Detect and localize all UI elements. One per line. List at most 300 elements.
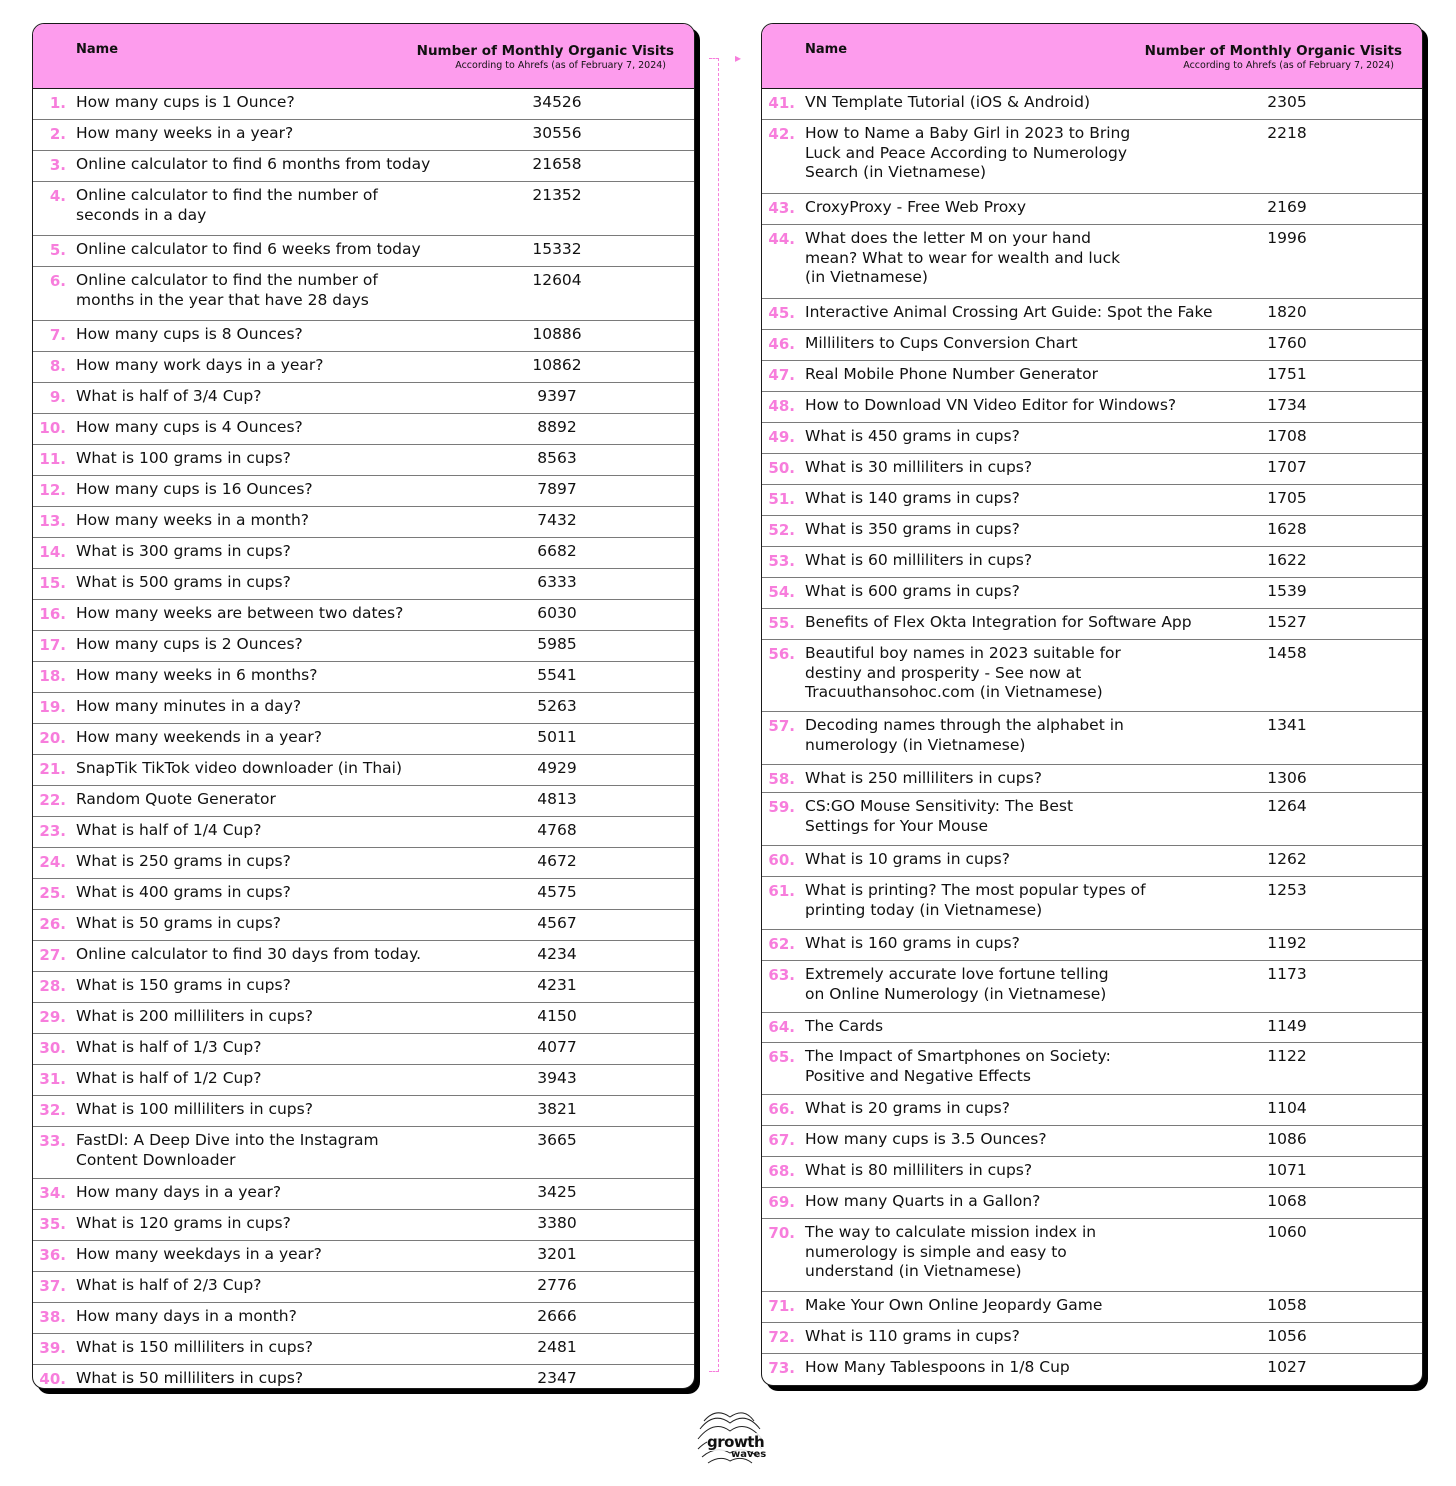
row-rank: 36. — [39, 1246, 66, 1264]
table-row — [762, 89, 1422, 120]
table-row — [762, 1157, 1422, 1188]
row-visits: 3665 — [537, 1131, 577, 1149]
row-rank: 34. — [39, 1184, 66, 1202]
row-name: What is 110 grams in cups? — [805, 1327, 1020, 1345]
row-rank: 33. — [39, 1132, 66, 1150]
table-row — [33, 817, 694, 848]
row-rank: 57. — [768, 717, 795, 735]
row-visits: 8892 — [537, 418, 577, 436]
row-name: Real Mobile Phone Number Generator — [805, 365, 1098, 383]
table-row — [33, 786, 694, 817]
row-visits: 6030 — [537, 604, 577, 622]
row-visits: 2218 — [1267, 124, 1307, 142]
row-visits: 2481 — [537, 1338, 577, 1356]
column-header-visits-source: According to Ahrefs (as of February 7, 2024) — [455, 60, 666, 71]
row-visits: 4150 — [537, 1007, 577, 1025]
column-header-visits — [1145, 43, 1402, 71]
row-name: CroxyProxy - Free Web Proxy — [805, 198, 1027, 216]
row-name: Beautiful boy names in 2023 suitable for destiny and prosperity - See now at Tracuuthansohoc.com (in Vietnamese) — [805, 644, 1121, 701]
row-visits: 1264 — [1267, 797, 1307, 815]
table-row — [33, 267, 694, 321]
row-name: How many cups is 3.5 Ounces? — [805, 1130, 1047, 1148]
row-rank: 67. — [768, 1131, 795, 1149]
row-visits: 5541 — [537, 666, 577, 684]
table-row — [762, 361, 1422, 392]
table-row — [33, 693, 694, 724]
table-row — [33, 236, 694, 267]
row-rank: 24. — [39, 853, 66, 871]
table-row — [762, 454, 1422, 485]
row-name: What is half of 1/2 Cup? — [76, 1069, 262, 1087]
table-row — [762, 793, 1422, 846]
row-rank: 65. — [768, 1048, 795, 1066]
row-rank: 55. — [768, 614, 795, 632]
row-rank: 72. — [768, 1328, 795, 1346]
continuation-arrow-icon: ▸ — [735, 51, 742, 65]
table-row — [762, 1188, 1422, 1219]
row-visits: 2169 — [1267, 198, 1307, 216]
row-visits: 5011 — [537, 728, 577, 746]
table-row — [33, 1365, 694, 1389]
row-rank: 10. — [39, 419, 66, 437]
row-visits: 1734 — [1267, 396, 1307, 414]
row-name: What is 300 grams in cups? — [76, 542, 291, 560]
table-row — [33, 352, 694, 383]
row-rank: 56. — [768, 645, 795, 663]
column-header-visits — [417, 43, 674, 71]
table-row — [762, 1043, 1422, 1095]
row-name: What is 250 milliliters in cups? — [805, 769, 1042, 787]
row-rank: 12. — [39, 481, 66, 499]
table-right — [761, 23, 1423, 1386]
row-name: What is 140 grams in cups? — [805, 489, 1020, 507]
row-name: Interactive Animal Crossing Art Guide: Spot the Fake — [805, 303, 1213, 321]
row-rank: 13. — [39, 512, 66, 530]
row-visits: 1173 — [1267, 965, 1307, 983]
row-rank: 17. — [39, 636, 66, 654]
row-visits: 1122 — [1267, 1047, 1307, 1065]
row-visits: 4929 — [537, 759, 577, 777]
row-rank: 22. — [39, 791, 66, 809]
table-row — [762, 392, 1422, 423]
row-name: CS:GO Mouse Sensitivity: The Best Settings for Your Mouse — [805, 797, 1074, 835]
row-rank: 58. — [768, 770, 795, 788]
row-visits: 8563 — [537, 449, 577, 467]
row-name: Online calculator to find the number of seconds in a day — [76, 186, 378, 224]
growth-waves-logo — [684, 1405, 776, 1467]
table-row — [762, 299, 1422, 330]
row-visits: 1086 — [1267, 1130, 1307, 1148]
row-rank: 41. — [768, 94, 795, 112]
row-rank: 44. — [768, 230, 795, 248]
table-row — [762, 516, 1422, 547]
row-visits: 1705 — [1267, 489, 1307, 507]
row-rank: 20. — [39, 729, 66, 747]
table-left — [32, 23, 695, 1389]
row-name: What is 160 grams in cups? — [805, 934, 1020, 952]
table-row — [33, 182, 694, 236]
table-row — [762, 1013, 1422, 1043]
row-rank: 54. — [768, 583, 795, 601]
row-name: How many cups is 4 Ounces? — [76, 418, 303, 436]
column-header-visits-source: According to Ahrefs (as of February 7, 2024) — [1183, 60, 1394, 71]
row-name: How many days in a month? — [76, 1307, 297, 1325]
row-rank: 73. — [768, 1359, 795, 1377]
row-rank: 31. — [39, 1070, 66, 1088]
table-row — [33, 724, 694, 755]
row-name: How many cups is 8 Ounces? — [76, 325, 303, 343]
row-rank: 35. — [39, 1215, 66, 1233]
row-name: How many weeks in a month? — [76, 511, 310, 529]
row-visits: 3201 — [537, 1245, 577, 1263]
row-visits: 1628 — [1267, 520, 1307, 538]
row-name: The Cards — [805, 1017, 884, 1035]
table-row — [762, 1219, 1422, 1292]
row-name: What is 500 grams in cups? — [76, 573, 291, 591]
logo-text-waves: waves — [731, 1449, 767, 1460]
table-row — [33, 414, 694, 445]
row-visits: 9397 — [537, 387, 577, 405]
row-name: What does the letter M on your hand mean? What to wear for wealth and luck (in Vietnamese) — [805, 229, 1121, 286]
table-row — [762, 765, 1422, 793]
row-name: VN Template Tutorial (iOS & Android) — [805, 93, 1090, 111]
row-rank: 51. — [768, 490, 795, 508]
row-rank: 16. — [39, 605, 66, 623]
row-name: What is 120 grams in cups? — [76, 1214, 291, 1232]
row-rank: 19. — [39, 698, 66, 716]
table-row — [762, 225, 1422, 299]
row-name: How Many Tablespoons in 1/8 Cup — [805, 1358, 1070, 1376]
table-row — [33, 1096, 694, 1127]
row-visits: 6682 — [537, 542, 577, 560]
table-row — [33, 321, 694, 352]
row-rank: 3. — [49, 156, 66, 174]
row-visits: 1058 — [1267, 1296, 1307, 1314]
row-visits: 1708 — [1267, 427, 1307, 445]
row-name: How many weeks in 6 months? — [76, 666, 318, 684]
row-rank: 40. — [39, 1370, 66, 1388]
column-header-name: Name — [805, 42, 848, 57]
table-row — [33, 941, 694, 972]
table-row — [33, 1334, 694, 1365]
row-rank: 28. — [39, 977, 66, 995]
row-name: What is 100 milliliters in cups? — [76, 1100, 313, 1118]
row-rank: 29. — [39, 1008, 66, 1026]
row-rank: 18. — [39, 667, 66, 685]
row-name: How many days in a year? — [76, 1183, 282, 1201]
row-name: What is 10 grams in cups? — [805, 850, 1010, 868]
row-name: SnapTik TikTok video downloader (in Thai) — [76, 759, 402, 777]
row-rank: 43. — [768, 199, 795, 217]
row-name: Online calculator to find the number of months in the year that have 28 days — [76, 271, 378, 309]
row-name: Online calculator to find 6 months from today — [76, 155, 431, 173]
table-row — [762, 877, 1422, 930]
row-visits: 7432 — [537, 511, 577, 529]
row-name: How many cups is 1 Ounce? — [76, 93, 295, 111]
table-row — [33, 151, 694, 182]
row-name: What is 80 milliliters in cups? — [805, 1161, 1033, 1179]
row-name: What is 150 milliliters in cups? — [76, 1338, 313, 1356]
row-name: What is 60 milliliters in cups? — [805, 551, 1033, 569]
row-rank: 11. — [39, 450, 66, 468]
row-rank: 60. — [768, 851, 795, 869]
row-rank: 46. — [768, 335, 795, 353]
row-name: Random Quote Generator — [76, 790, 276, 808]
table-header — [762, 24, 1422, 89]
table-row — [762, 846, 1422, 877]
table-row — [33, 383, 694, 414]
row-visits: 1751 — [1267, 365, 1307, 383]
table-body — [762, 89, 1422, 1385]
row-visits: 10886 — [532, 325, 582, 343]
row-name: What is printing? The most popular types of printing today (in Vietnamese) — [805, 881, 1146, 919]
table-row — [762, 1354, 1422, 1385]
row-rank: 27. — [39, 946, 66, 964]
row-name: How many Quarts in a Gallon? — [805, 1192, 1041, 1210]
table-row — [33, 755, 694, 786]
row-visits: 1622 — [1267, 551, 1307, 569]
row-visits: 4672 — [537, 852, 577, 870]
table-row — [33, 1003, 694, 1034]
row-rank: 37. — [39, 1277, 66, 1295]
table-row — [762, 120, 1422, 194]
row-rank: 7. — [49, 326, 66, 344]
row-rank: 9. — [49, 388, 66, 406]
row-visits: 1996 — [1267, 229, 1307, 247]
row-rank: 63. — [768, 966, 795, 984]
row-name: What is 600 grams in cups? — [805, 582, 1020, 600]
row-visits: 1060 — [1267, 1223, 1307, 1241]
row-visits: 1104 — [1267, 1099, 1307, 1117]
row-name: How to Name a Baby Girl in 2023 to Bring Luck and Peace According to Numerology Search (in Vietnamese) — [805, 124, 1131, 181]
continuation-connector — [709, 58, 719, 1372]
row-rank: 14. — [39, 543, 66, 561]
table-header — [33, 24, 694, 89]
table-body — [33, 89, 694, 1389]
table-row — [33, 631, 694, 662]
row-name: What is half of 3/4 Cup? — [76, 387, 262, 405]
row-visits: 4575 — [537, 883, 577, 901]
table-row — [33, 879, 694, 910]
row-visits: 1820 — [1267, 303, 1307, 321]
row-name: Online calculator to find 30 days from today. — [76, 945, 422, 963]
table-row — [762, 1292, 1422, 1323]
table-row — [33, 538, 694, 569]
row-rank: 66. — [768, 1100, 795, 1118]
row-visits: 3380 — [537, 1214, 577, 1232]
table-row — [33, 1065, 694, 1096]
row-name: The way to calculate mission index in numerology is simple and easy to understand (in Vietnamese) — [805, 1223, 1097, 1280]
table-row — [33, 120, 694, 151]
row-name: What is 20 grams in cups? — [805, 1099, 1010, 1117]
table-row — [762, 1126, 1422, 1157]
row-name: FastDl: A Deep Dive into the Instagram Content Downloader — [76, 1131, 379, 1169]
row-rank: 69. — [768, 1193, 795, 1211]
table-row — [33, 910, 694, 941]
row-name: Decoding names through the alphabet in numerology (in Vietnamese) — [805, 716, 1124, 754]
table-row — [33, 972, 694, 1003]
row-rank: 48. — [768, 397, 795, 415]
row-rank: 47. — [768, 366, 795, 384]
row-rank: 21. — [39, 760, 66, 778]
table-row — [762, 712, 1422, 765]
row-rank: 68. — [768, 1162, 795, 1180]
table-row — [762, 930, 1422, 961]
row-rank: 8. — [49, 357, 66, 375]
table-row — [762, 547, 1422, 578]
row-name: What is half of 1/3 Cup? — [76, 1038, 262, 1056]
row-visits: 6333 — [537, 573, 577, 591]
row-visits: 15332 — [532, 240, 582, 258]
column-header-name: Name — [76, 42, 119, 57]
row-name: What is half of 1/4 Cup? — [76, 821, 262, 839]
row-visits: 4234 — [537, 945, 577, 963]
row-visits: 1068 — [1267, 1192, 1307, 1210]
table-row — [33, 1241, 694, 1272]
row-visits: 2347 — [537, 1369, 577, 1387]
row-rank: 61. — [768, 882, 795, 900]
row-visits: 12604 — [532, 271, 582, 289]
row-visits: 10862 — [532, 356, 582, 374]
row-visits: 5985 — [537, 635, 577, 653]
row-rank: 39. — [39, 1339, 66, 1357]
row-visits: 1341 — [1267, 716, 1307, 734]
row-visits: 21352 — [532, 186, 582, 204]
table-row — [33, 445, 694, 476]
row-visits: 4077 — [537, 1038, 577, 1056]
row-visits: 1262 — [1267, 850, 1307, 868]
row-visits: 2305 — [1267, 93, 1307, 111]
table-row — [762, 1095, 1422, 1126]
table-row — [33, 89, 694, 120]
row-name: How many work days in a year? — [76, 356, 324, 374]
table-row — [762, 423, 1422, 454]
table-row — [762, 485, 1422, 516]
row-visits: 7897 — [537, 480, 577, 498]
row-rank: 2. — [49, 125, 66, 143]
row-name: How many weeks are between two dates? — [76, 604, 404, 622]
row-visits: 1527 — [1267, 613, 1307, 631]
row-name: Extremely accurate love fortune telling on Online Numerology (in Vietnamese) — [805, 965, 1109, 1003]
row-visits: 2666 — [537, 1307, 577, 1325]
table-row — [762, 578, 1422, 609]
row-name: How many weeks in a year? — [76, 124, 294, 142]
row-name: Online calculator to find 6 weeks from today — [76, 240, 421, 258]
row-visits: 3821 — [537, 1100, 577, 1118]
row-visits: 1027 — [1267, 1358, 1307, 1376]
row-visits: 21658 — [532, 155, 582, 173]
row-visits: 1539 — [1267, 582, 1307, 600]
row-visits: 1192 — [1267, 934, 1307, 952]
row-name: Milliliters to Cups Conversion Chart — [805, 334, 1078, 352]
row-visits: 1707 — [1267, 458, 1307, 476]
row-name: Benefits of Flex Okta Integration for Software App — [805, 613, 1192, 631]
row-rank: 15. — [39, 574, 66, 592]
table-row — [33, 662, 694, 693]
row-visits: 1056 — [1267, 1327, 1307, 1345]
row-rank: 49. — [768, 428, 795, 446]
row-visits: 34526 — [532, 93, 582, 111]
row-rank: 45. — [768, 304, 795, 322]
row-visits: 4567 — [537, 914, 577, 932]
row-rank: 30. — [39, 1039, 66, 1057]
column-header-visits-label: Number of Monthly Organic Visits — [416, 43, 674, 59]
table-row — [33, 600, 694, 631]
row-visits: 1253 — [1267, 881, 1307, 899]
row-name: What is 400 grams in cups? — [76, 883, 291, 901]
row-rank: 5. — [49, 241, 66, 259]
row-name: What is 350 grams in cups? — [805, 520, 1020, 538]
column-header-visits-label: Number of Monthly Organic Visits — [1144, 43, 1402, 59]
logo-text-growth: growth — [707, 1433, 765, 1451]
row-rank: 1. — [49, 94, 66, 112]
row-visits: 4813 — [537, 790, 577, 808]
table-row — [762, 961, 1422, 1013]
row-name: What is 150 grams in cups? — [76, 976, 291, 994]
row-name: What is 250 grams in cups? — [76, 852, 291, 870]
row-name: What is half of 2/3 Cup? — [76, 1276, 262, 1294]
table-row — [33, 1127, 694, 1179]
row-rank: 52. — [768, 521, 795, 539]
row-visits: 1306 — [1267, 769, 1307, 787]
row-rank: 70. — [768, 1224, 795, 1242]
table-row — [33, 848, 694, 879]
row-name: What is 30 milliliters in cups? — [805, 458, 1033, 476]
table-row — [33, 1210, 694, 1241]
row-rank: 32. — [39, 1101, 66, 1119]
row-visits: 3943 — [537, 1069, 577, 1087]
row-rank: 71. — [768, 1297, 795, 1315]
row-name: What is 50 grams in cups? — [76, 914, 281, 932]
row-name: Make Your Own Online Jeopardy Game — [805, 1296, 1103, 1314]
table-row — [33, 569, 694, 600]
row-name: How many cups is 16 Ounces? — [76, 480, 313, 498]
row-rank: 4. — [49, 187, 66, 205]
row-name: How many minutes in a day? — [76, 697, 302, 715]
table-row — [33, 476, 694, 507]
row-visits: 1458 — [1267, 644, 1307, 662]
table-row — [33, 507, 694, 538]
row-name: How to Download VN Video Editor for Windows? — [805, 396, 1177, 414]
table-row — [33, 1034, 694, 1065]
row-name: How many weekdays in a year? — [76, 1245, 322, 1263]
row-visits: 2776 — [537, 1276, 577, 1294]
table-row — [762, 609, 1422, 640]
table-row — [762, 330, 1422, 361]
row-visits: 4231 — [537, 976, 577, 994]
row-name: What is 450 grams in cups? — [805, 427, 1020, 445]
table-row — [762, 1323, 1422, 1354]
row-visits: 1760 — [1267, 334, 1307, 352]
row-visits: 30556 — [532, 124, 582, 142]
row-rank: 64. — [768, 1018, 795, 1036]
table-row — [762, 194, 1422, 225]
row-rank: 53. — [768, 552, 795, 570]
row-name: How many weekends in a year? — [76, 728, 322, 746]
row-name: How many cups is 2 Ounces? — [76, 635, 303, 653]
table-row — [33, 1272, 694, 1303]
row-name: The Impact of Smartphones on Society: Positive and Negative Effects — [805, 1047, 1111, 1085]
row-name: What is 200 milliliters in cups? — [76, 1007, 313, 1025]
row-rank: 38. — [39, 1308, 66, 1326]
row-rank: 23. — [39, 822, 66, 840]
row-visits: 3425 — [537, 1183, 577, 1201]
table-row — [762, 640, 1422, 712]
row-rank: 59. — [768, 798, 795, 816]
row-rank: 62. — [768, 935, 795, 953]
row-rank: 6. — [49, 272, 66, 290]
row-visits: 1149 — [1267, 1017, 1307, 1035]
